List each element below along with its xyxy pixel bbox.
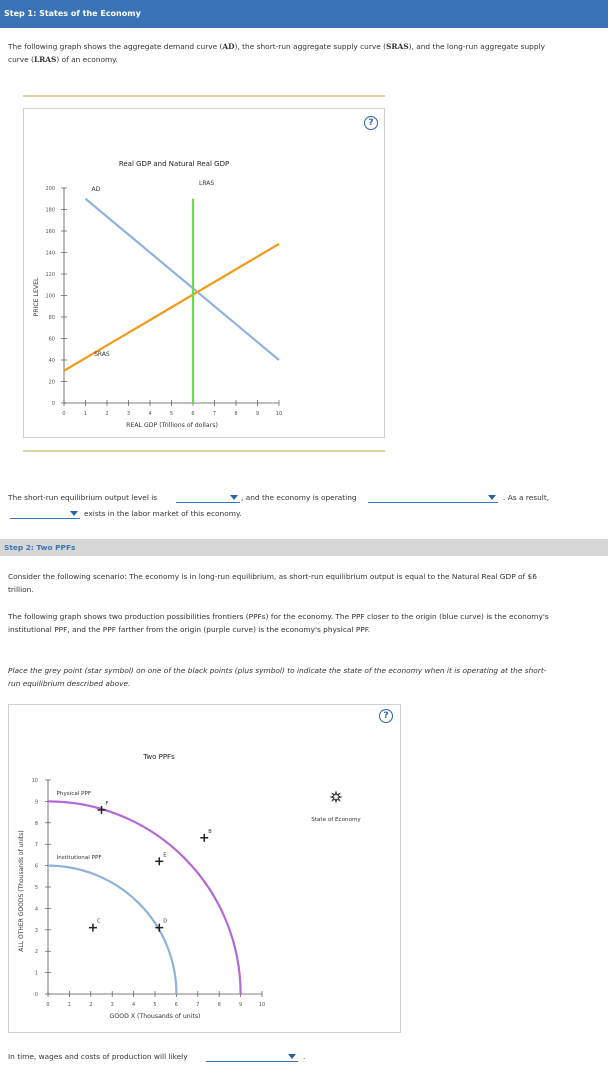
x-tick-label: 9 [255, 411, 260, 417]
help-icon[interactable]: ? [364, 116, 378, 130]
x-tick-label: 1 [83, 411, 88, 417]
y-tick-label: 2 [34, 949, 38, 956]
x-tick-label: 7 [212, 411, 217, 417]
x-axis-label: REAL GDP (Trillions of dollars) [126, 422, 218, 429]
divider-bottom [23, 450, 385, 452]
y-tick-label: 9 [34, 799, 38, 806]
x-tick-label: 2 [105, 411, 109, 417]
ppf-chart [9, 705, 402, 1034]
y-tick-label: 40 [48, 358, 55, 364]
y-tick-label: 4 [34, 906, 38, 913]
y-tick-label: 0 [51, 401, 55, 407]
y-tick-label: 6 [34, 863, 38, 870]
step2-instruction: Place the grey point (star symbol) on one of the black points (plus symbol) to indicate the state of the economy when it is operating at the short- run equilibrium described above. [8, 666, 547, 688]
question-text-3: . As a result, [503, 493, 550, 502]
series-ad-line [86, 199, 280, 360]
x-tick-label: 6 [191, 411, 195, 417]
y-tick-label: 7 [34, 842, 38, 849]
x-tick-label: 8 [217, 1002, 221, 1008]
question-text-2: , and the economy is operating [241, 493, 357, 502]
institutional-ppf-label: Institutional PPF [56, 855, 102, 862]
lras-label: LRAS [199, 179, 215, 187]
point-e-plus-icon[interactable] [155, 857, 163, 865]
x-tick-label: 1 [67, 1002, 71, 1008]
y-tick-label: 1 [34, 970, 38, 977]
question-text-1: The short-run equilibrium output level is [8, 493, 158, 502]
divider-top [23, 95, 385, 97]
point-b-plus-icon[interactable] [200, 834, 208, 842]
point-label: F [105, 800, 109, 807]
x-tick-label: 9 [239, 1002, 243, 1008]
x-tick-label: 8 [234, 411, 238, 417]
y-tick-label: 8 [34, 820, 38, 827]
sras-label: SRAS [94, 351, 110, 358]
x-tick-label: 10 [258, 1002, 266, 1008]
ad-label: AD [91, 185, 101, 193]
x-tick-label: 4 [132, 1002, 136, 1008]
x-tick-label: 3 [126, 411, 131, 417]
x-tick-label: 10 [275, 411, 283, 417]
step2-scenario: Consider the following scenario: The economy is in long-run equilibrium, as short-run equilibrium output is equal to the Natural Real GDP of $6 trillion. [8, 572, 537, 594]
x-tick-label: 4 [148, 411, 152, 417]
y-tick-label: 3 [34, 927, 38, 934]
y-axis-label: ALL OTHER GOODS (Thousands of units) [18, 830, 25, 952]
y-axis-label: PRICE LEVEL [33, 277, 40, 317]
step2-ppf-description: The following graph shows two production possibilities frontiers (PPFs) for the economy. The PPF closer to the origin (blue curve) is the economy's institutional PPF, and the PPF farther from the origin (purple curve) is the economy's physical PPF. [8, 612, 549, 634]
step2-header: Step 2: Two PPFs [0, 539, 608, 556]
y-tick-label: 10 [31, 778, 38, 784]
y-tick-label: 140 [45, 250, 55, 257]
y-tick-label: 100 [45, 293, 55, 300]
ad-as-chart [24, 109, 386, 439]
y-tick-label: 160 [45, 229, 55, 235]
chevron-down-icon [230, 495, 238, 500]
state-of-economy-star-icon[interactable] [331, 792, 341, 802]
point-label: D [163, 918, 168, 925]
y-tick-label: 20 [48, 379, 55, 386]
y-tick-label: 200 [45, 186, 55, 192]
x-tick-label: 0 [46, 1002, 50, 1008]
point-c-plus-icon[interactable] [89, 924, 97, 932]
chart-title: Two PPFs [143, 753, 175, 761]
x-tick-label: 7 [196, 1002, 200, 1008]
wages-question: In time, wages and costs of production will likely [8, 1052, 188, 1061]
y-tick-label: 120 [45, 272, 55, 278]
step1-intro: The following graph shows the aggregate demand curve (AD), the short-run aggregate supply curve (SRAS), and the long-run aggregate supply curve (LRAS) of an economy. [8, 42, 545, 64]
output-level-dropdown[interactable] [176, 493, 240, 503]
physical-ppf-curve [48, 801, 241, 994]
point-label: B [208, 828, 212, 835]
y-tick-label: 5 [34, 885, 38, 891]
x-tick-label: 0 [62, 411, 66, 417]
chevron-down-icon [288, 1054, 296, 1059]
chart-title: Real GDP and Natural Real GDP [118, 160, 230, 168]
operating-state-dropdown[interactable] [368, 493, 498, 503]
x-tick-label: 2 [89, 1002, 93, 1008]
chevron-down-icon [488, 495, 496, 500]
point-label: E [163, 852, 167, 859]
x-tick-label: 5 [169, 411, 174, 417]
y-tick-label: 0 [34, 992, 38, 998]
physical-ppf-label: Physical PPF [56, 790, 92, 797]
wages-suffix: . [303, 1052, 306, 1061]
help-icon[interactable]: ? [379, 709, 393, 723]
y-tick-label: 180 [45, 207, 55, 214]
x-tick-label: 3 [110, 1002, 114, 1008]
x-tick-label: 6 [174, 1002, 178, 1008]
institutional-ppf-curve [48, 866, 176, 994]
step1-header: Step 1: States of the Economy [0, 0, 608, 28]
y-tick-label: 60 [48, 336, 55, 343]
ad-as-panel [23, 108, 385, 438]
labor-market-dropdown[interactable] [10, 509, 80, 519]
point-label: C [96, 918, 101, 925]
chevron-down-icon [70, 511, 78, 516]
ppf-panel [8, 704, 401, 1033]
star-label: State of Economy [311, 817, 361, 823]
question-text-4: exists in the labor market of this economy. [84, 509, 242, 518]
wages-dropdown[interactable] [206, 1052, 298, 1062]
x-axis-label: GOOD X (Thousands of units) [109, 1013, 201, 1020]
y-tick-label: 80 [48, 315, 55, 321]
x-tick-label: 5 [153, 1002, 157, 1008]
